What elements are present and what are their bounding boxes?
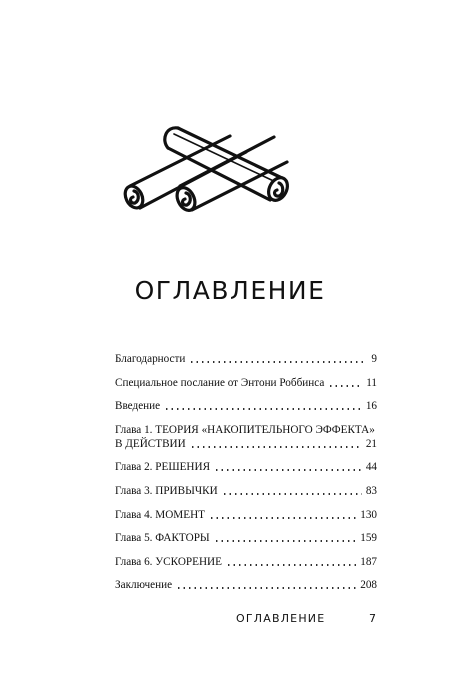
toc-entry-page: 208 <box>360 579 377 592</box>
toc-dot-leader <box>328 385 362 387</box>
toc-dot-leader <box>214 469 362 471</box>
toc-entry[interactable] <box>115 376 377 390</box>
toc-entry-page: 130 <box>360 508 377 521</box>
toc-entry-page: 159 <box>360 532 377 545</box>
toc-entry-title-continued: В ДЕЙСТВИИ <box>115 437 186 450</box>
page-title: ОГЛАВЛЕНИЕ <box>134 276 326 305</box>
toc-dot-leader <box>209 517 356 519</box>
toc-entry[interactable] <box>115 352 377 366</box>
toc-entry[interactable] <box>115 555 377 569</box>
cinnamon-sticks-icon <box>118 112 304 224</box>
toc-entry-title: Введение <box>115 400 161 413</box>
toc-entry-title: Глава 1. ТЕОРИЯ «НАКОПИТЕЛЬНОГО ЭФФЕКТА» <box>115 423 375 436</box>
toc-entry-page: 83 <box>365 484 377 497</box>
toc-dot-leader <box>222 493 362 495</box>
toc-dot-leader <box>176 587 356 589</box>
toc-entry[interactable] <box>115 423 377 451</box>
toc-dot-leader <box>226 564 356 566</box>
page-number: 7 <box>369 612 376 625</box>
toc-entry-title: Глава 6. УСКОРЕНИЕ <box>115 555 222 568</box>
toc-entry[interactable] <box>115 531 377 545</box>
toc-entry[interactable] <box>115 399 377 413</box>
toc-entry[interactable] <box>115 578 377 592</box>
toc-entry-title: Глава 3. ПРИВЫЧКИ <box>115 484 218 497</box>
toc-entry-page: 21 <box>365 437 377 450</box>
toc-entry-page: 44 <box>365 461 377 474</box>
toc-entry-title: Специальное послание от Энтони Роббинса <box>115 376 325 389</box>
toc-entry-title: Глава 5. ФАКТОРЫ <box>115 532 210 545</box>
toc-entry[interactable] <box>115 460 377 474</box>
running-footer-title: ОГЛАВЛЕНИЕ <box>236 612 326 625</box>
toc-entry[interactable] <box>115 484 377 498</box>
toc-dot-leader <box>214 540 357 542</box>
toc-entry-page: 187 <box>360 555 377 568</box>
toc-dot-leader <box>190 446 362 448</box>
toc-entry-title: Благодарности <box>115 353 186 365</box>
toc-dot-leader <box>189 361 367 363</box>
toc-entry-page: 9 <box>371 353 377 365</box>
toc-entry-title: Глава 2. РЕШЕНИЯ <box>115 461 211 474</box>
toc-entry[interactable] <box>115 508 377 522</box>
toc-entry-title: Заключение <box>115 579 173 592</box>
toc-dot-leader <box>164 408 362 410</box>
toc-entry-page: 16 <box>365 400 377 413</box>
table-of-contents <box>115 352 377 602</box>
toc-entry-title: Глава 4. МОМЕНТ <box>115 508 205 521</box>
toc-entry-page: 11 <box>366 376 377 389</box>
